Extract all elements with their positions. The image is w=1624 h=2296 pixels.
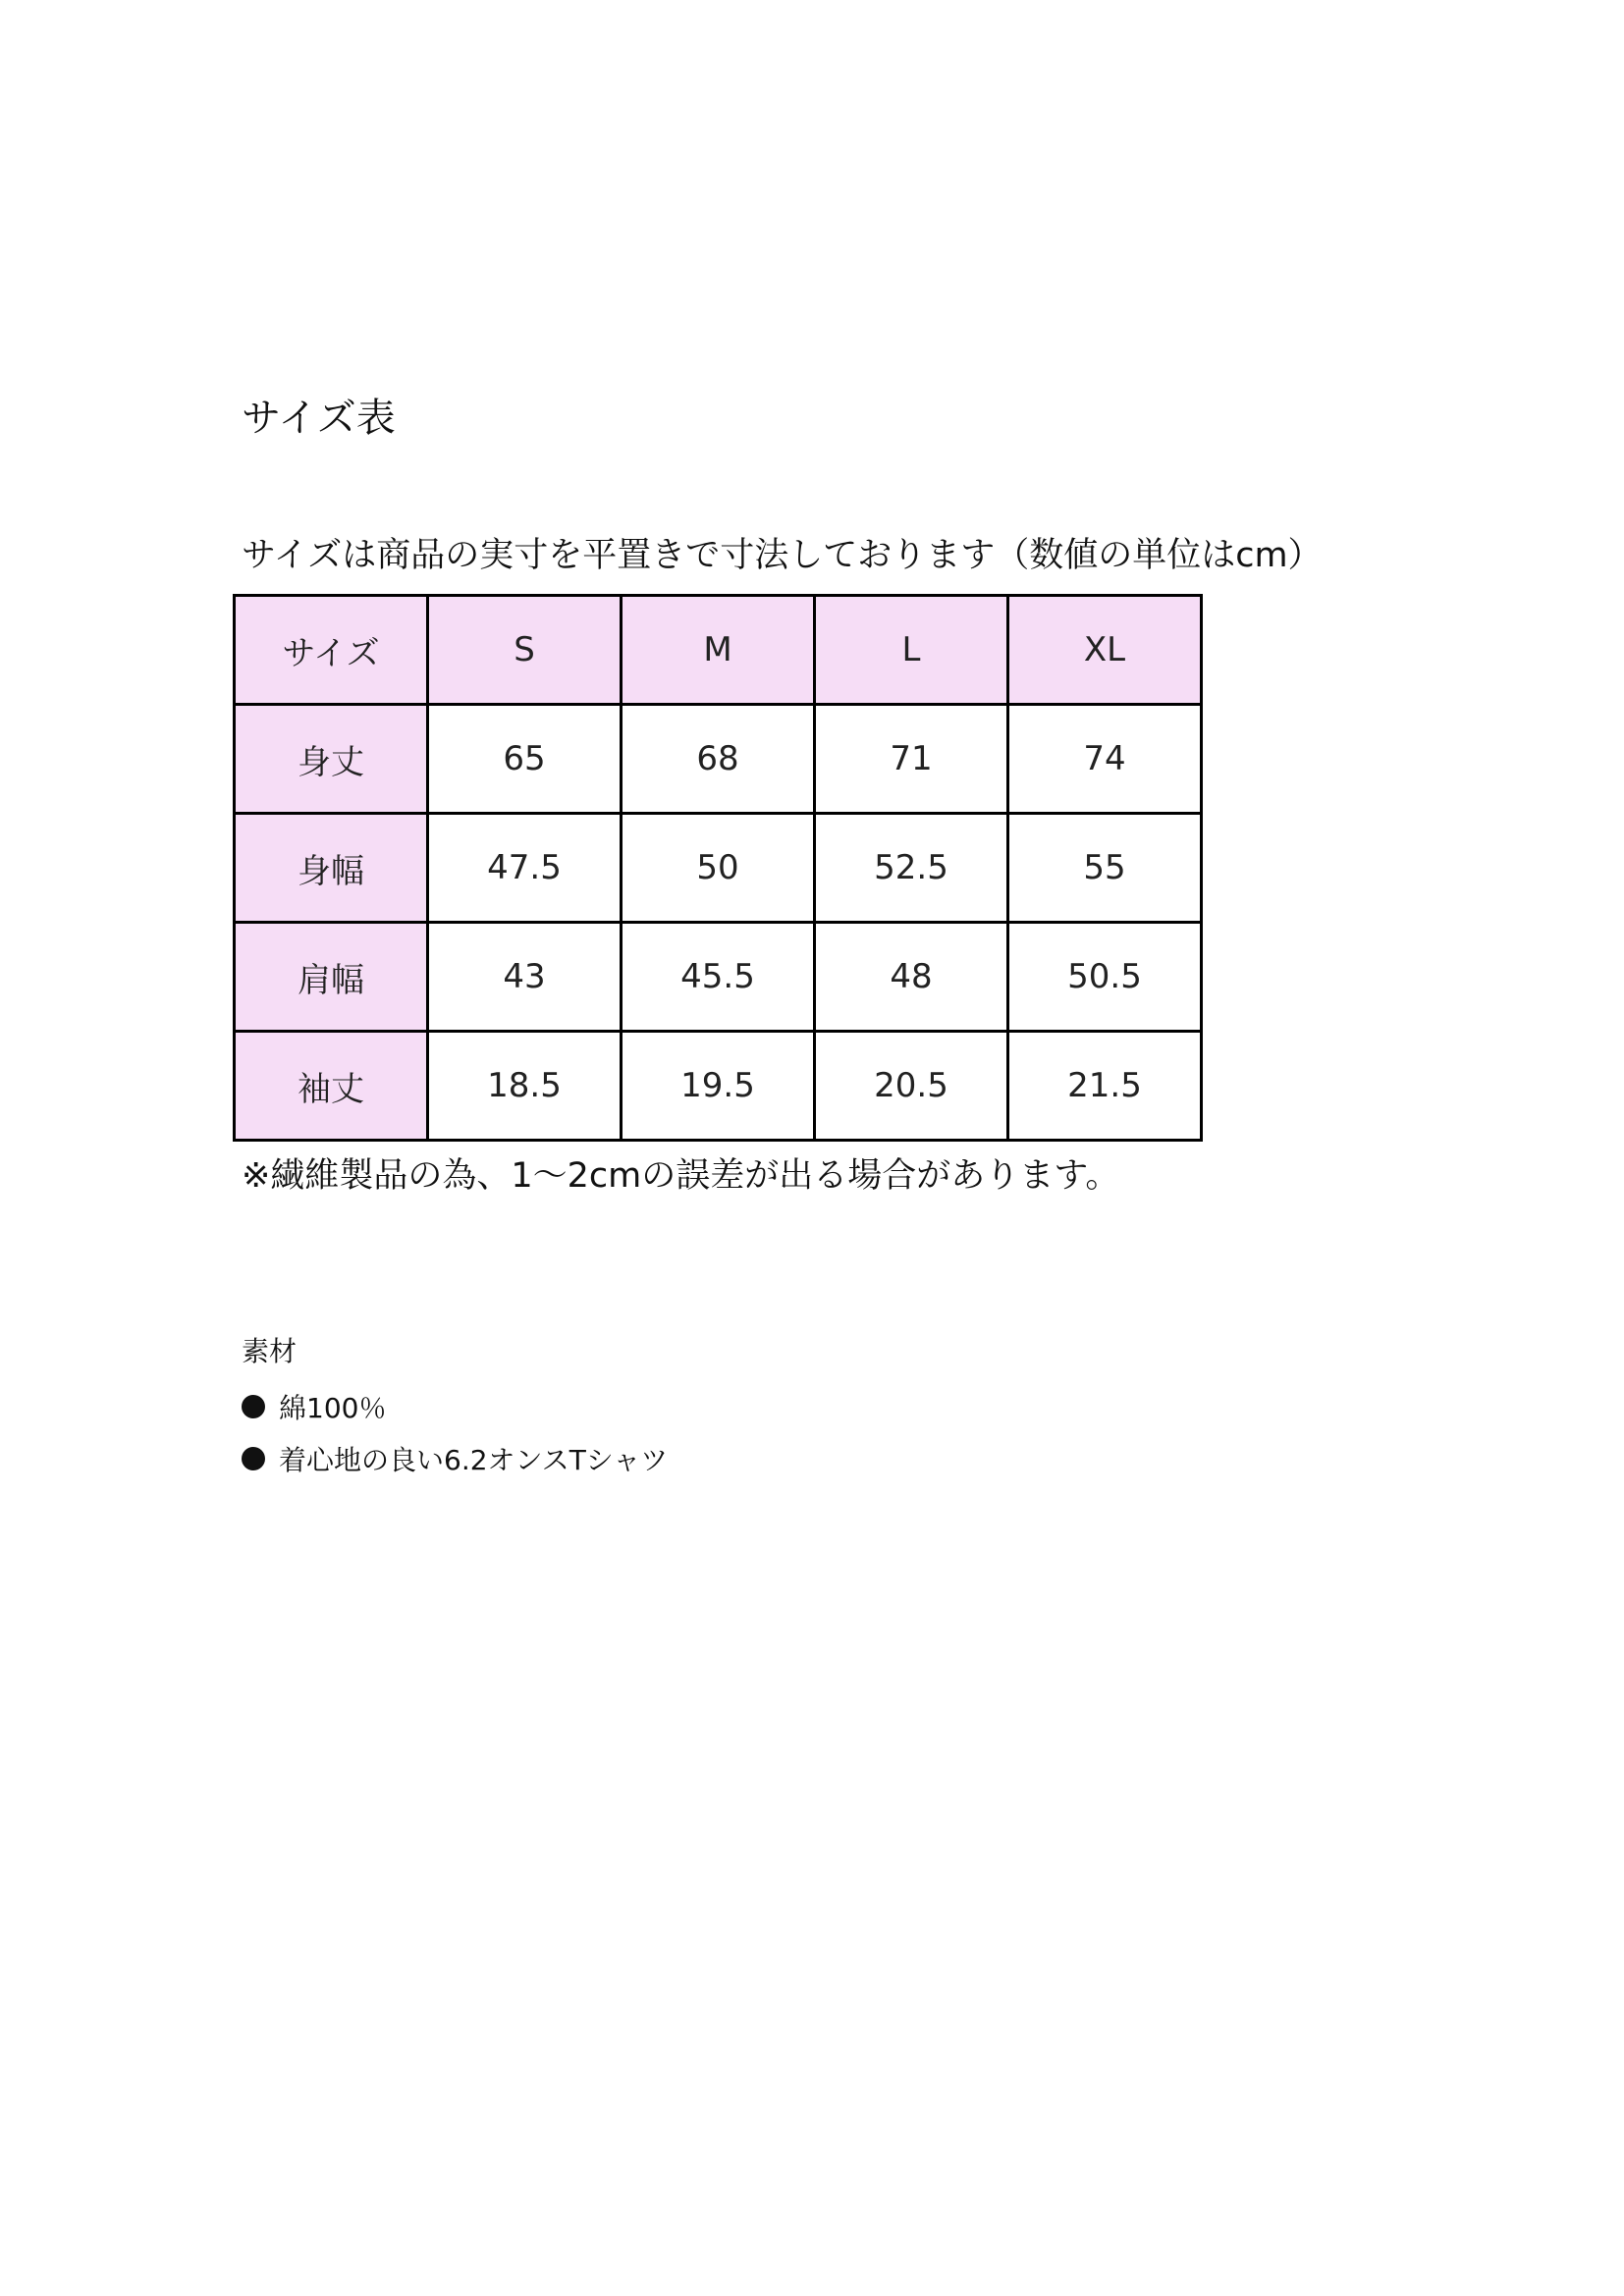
size-table-cell: 74 (1008, 705, 1202, 814)
size-table-cell: 18.5 (428, 1032, 622, 1141)
size-table-row-label: 袖丈 (235, 1032, 428, 1141)
size-table-cell: 68 (622, 705, 815, 814)
material-list (242, 1380, 668, 1484)
size-table-row (235, 1032, 1202, 1141)
size-table-cell: 43 (428, 923, 622, 1032)
size-table-row-label: 身幅 (235, 814, 428, 923)
size-table-cell: 45.5 (622, 923, 815, 1032)
size-table-cell: 71 (815, 705, 1008, 814)
material-item-text: 綿100％ (279, 1391, 387, 1424)
size-table-row (235, 705, 1202, 814)
size-table-row-label: 身丈 (235, 705, 428, 814)
size-table-row-label: 肩幅 (235, 923, 428, 1032)
size-table-header-cell: M (622, 596, 815, 705)
size-table (233, 594, 1203, 1142)
bullet-icon (242, 1395, 265, 1418)
size-table-header-cell: XL (1008, 596, 1202, 705)
material-item-text: 着心地の良い6.2オンスTシャツ (279, 1443, 669, 1476)
size-table-cell: 47.5 (428, 814, 622, 923)
size-table-header-cell: サイズ (235, 596, 428, 705)
size-table-cell: 19.5 (622, 1032, 815, 1141)
size-table-row (235, 814, 1202, 923)
material-item (242, 1380, 668, 1432)
size-table-cell: 65 (428, 705, 622, 814)
intro-text: サイズは商品の実寸を平置きで寸法しております（数値の単位はcm） (242, 536, 1323, 575)
size-table-cell: 52.5 (815, 814, 1008, 923)
bullet-icon (242, 1447, 265, 1470)
size-table-header-row (235, 596, 1202, 705)
size-table-row (235, 923, 1202, 1032)
size-table-cell: 50.5 (1008, 923, 1202, 1032)
material-item (242, 1432, 668, 1484)
material-heading: 素材 (242, 1335, 298, 1367)
page-title: サイズ表 (242, 396, 396, 441)
size-table-cell: 55 (1008, 814, 1202, 923)
size-table-cell: 50 (622, 814, 815, 923)
size-table-header-cell: L (815, 596, 1008, 705)
size-table-cell: 21.5 (1008, 1032, 1202, 1141)
size-table-cell: 20.5 (815, 1032, 1008, 1141)
size-table-cell: 48 (815, 923, 1008, 1032)
size-table-header-cell: S (428, 596, 622, 705)
note-text: ※繊維製品の為、1〜2cmの誤差が出る場合があります。 (242, 1156, 1120, 1196)
